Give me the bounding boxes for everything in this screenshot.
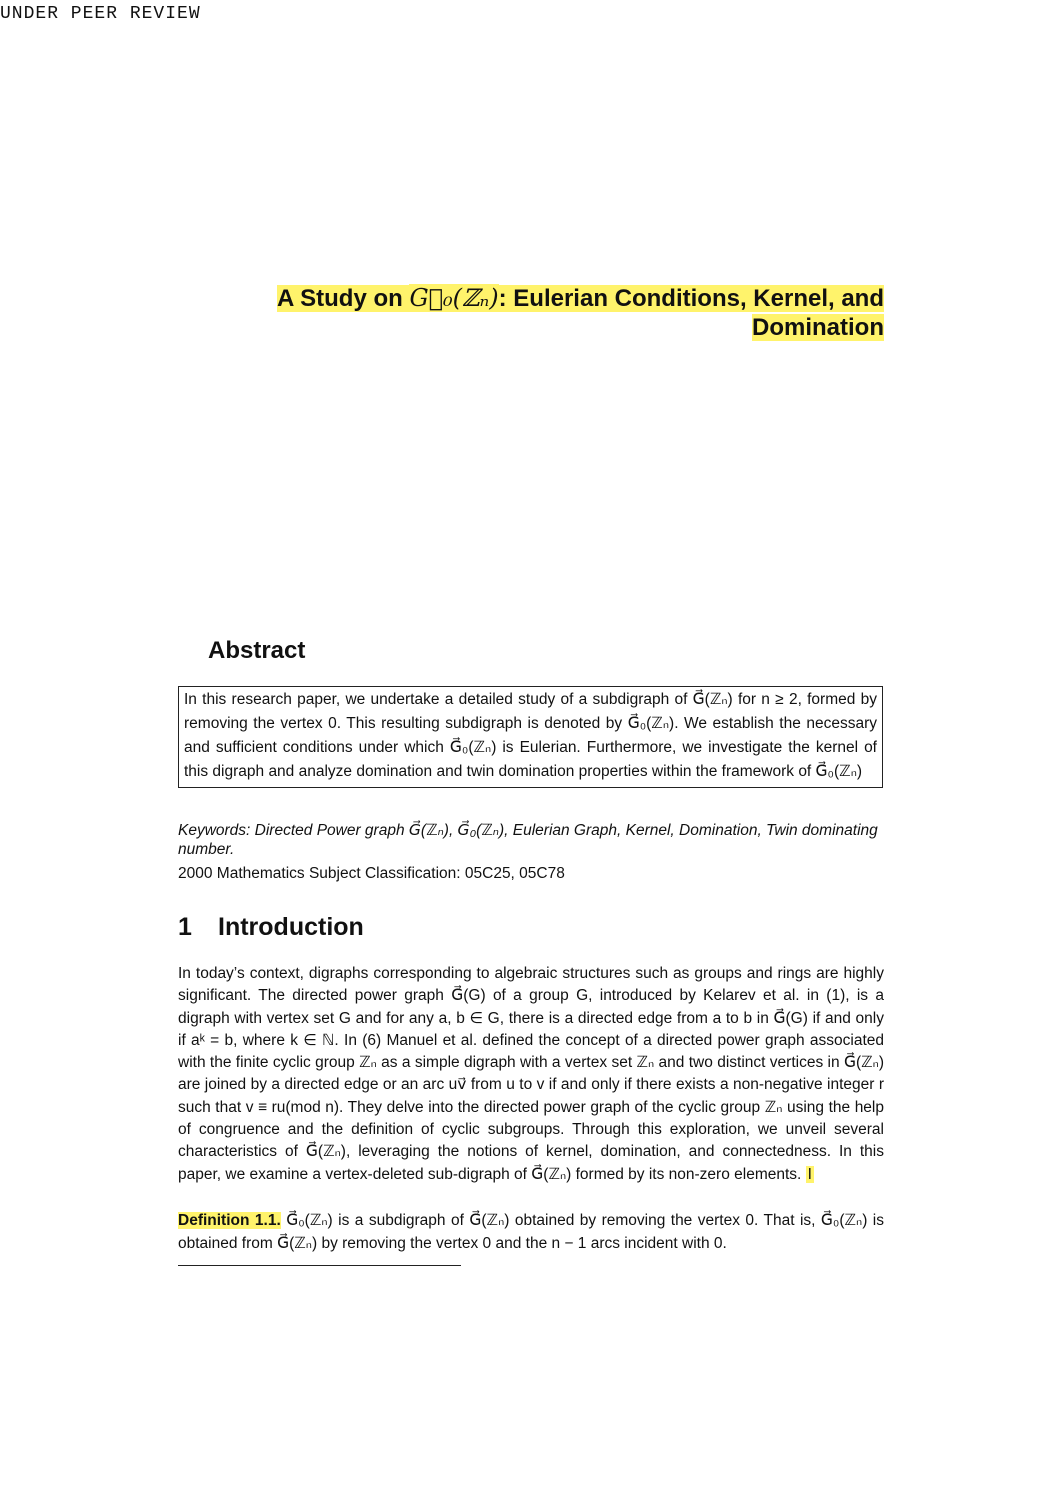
abstract-heading: Abstract xyxy=(208,637,306,664)
section-heading xyxy=(178,913,364,942)
title-math: G⃗₀(ℤₙ) xyxy=(409,284,499,312)
abstract-text: In this research paper, we undertake a detailed study of a subdigraph of G⃗(ℤₙ) for n ≥ 2, formed by removing the vertex 0. This resulting subdigraph is denoted by G⃗₀(ℤₙ). We establish the necessary and sufficient conditions under which G⃗₀(ℤₙ) is Eulerian. Furthermore, we investigate the kernel of this digraph and analyze domination and twin domination properties within the framework of G⃗₀(ℤₙ) xyxy=(184,691,877,780)
definition-text: G⃗₀(ℤₙ) is a subdigraph of G⃗(ℤₙ) obtained by removing the vertex 0. That is, G⃗₀(ℤₙ) is obtained from G⃗(ℤₙ) by removing the vertex 0 and the n − 1 arcs incident with 0. xyxy=(178,1212,885,1252)
watermark: UNDER PEER REVIEW xyxy=(0,4,201,24)
section-number: 1 xyxy=(178,913,192,941)
title-line1-suffix: : Eulerian Conditions, Kernel, and xyxy=(498,285,884,312)
abstract-box xyxy=(178,686,883,788)
footnote-rule xyxy=(178,1265,461,1266)
section-title: Introduction xyxy=(218,913,364,941)
introduction-paragraph xyxy=(178,963,884,1186)
paper-title xyxy=(248,284,884,342)
title-prefix: A Study on xyxy=(277,285,410,312)
intro-text: In today’s context, digraphs corresponding to algebraic structures such as groups and rings are highly significant. The directed power graph G⃗(G) of a group G, introduced by Kelarev et al. in (1), is a digraph with vertex set G and for any a, b ∈ G, there is a directed edge from a to b in G⃗(G) if and only if aᵏ = b, where k ∈ ℕ. In (6) Manuel et al. defined the concept of a directed power graph associated with the finite cyclic group ℤₙ as a simple digraph with a vertex set ℤₙ and two distinct vertices in G⃗(ℤₙ) are joined by a directed edge or an arc uv⃗ from u to v if and only if there exists a non-negative integer r such that v ≡ ru(mod n). They delve into the directed power graph of the cyclic group ℤₙ using the help of congruence and the definition of cyclic subgroups. Through this exploration, we unveil several characteristics of G⃗(ℤₙ), leveraging the notions of kernel, domination, and connectedness. In this paper, we examine a vertex-deleted sub-digraph of G⃗(ℤₙ) formed by its non-zero elements. xyxy=(178,965,884,1183)
definition-block xyxy=(178,1209,884,1255)
msc-classification: 2000 Mathematics Subject Classification: 05C25, 05C78 xyxy=(178,865,565,882)
text-cursor-highlight: I xyxy=(807,1165,812,1183)
keywords: Keywords: Directed Power graph G⃗(ℤₙ), G⃗₀(ℤₙ), Eulerian Graph, Kernel, Domination, Twin dominating number. xyxy=(178,822,878,858)
title-line2: Domination xyxy=(752,314,884,341)
definition-label: Definition 1.1. xyxy=(178,1212,281,1229)
